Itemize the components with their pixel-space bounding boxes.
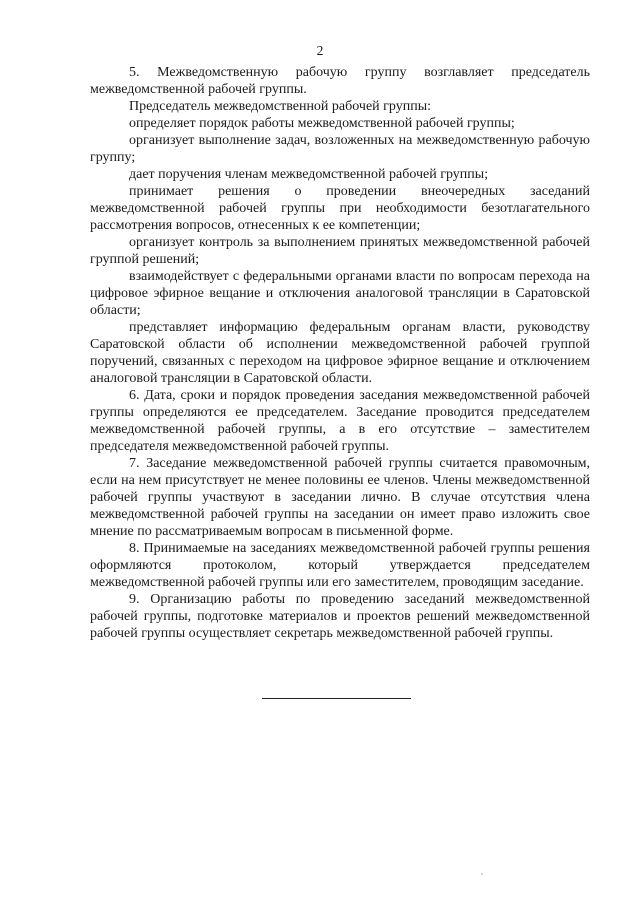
chairman-duty: принимает решения о проведении внеочередных заседаний межведомственной рабочей группы при необходимости безотлагательного рассмотрения вопросов, отнесенных к ее компетенции; <box>90 184 590 233</box>
paragraph-item-6: 6. Дата, сроки и порядок проведения заседания межведомственной рабочей группы определяются ее председателем. Заседание проводится председателем межведомственной рабочей группы, а в его отсутствие – заместителем председателя межведомственной рабочей группы. <box>90 388 590 454</box>
paragraph-item-8: 8. Принимаемые на заседаниях межведомственной рабочей группы решения оформляются протоколом, который утверждается председателем межведомственной рабочей группы или его заместителем, проводящим заседание. <box>90 541 590 590</box>
paragraph-item-5: 5. Межведомственную рабочую группу возглавляет председатель межведомственной рабочей группы. <box>90 65 590 97</box>
page-number: 2 <box>316 43 324 58</box>
paragraph-item-9: 9. Организацию работы по проведению заседаний межведомственной рабочей группы, подготовке материалов и проектов решений межведомственной рабочей группы осуществляет секретарь межведомственной рабочей группы. <box>90 592 590 641</box>
end-of-document-line <box>262 698 411 699</box>
paragraph-item-7: 7. Заседание межведомственной рабочей группы считается правомочным, если на нем присутствует не менее половины ее членов. Члены межведомственной рабочей группы участвуют в заседании лично. В случае отсутствия члена межведомственной рабочей группы на заседании он имеет право изложить свое мнение по рассматриваемым вопросам в письменной форме. <box>90 456 590 539</box>
chairman-duties-intro: Председатель межведомственной рабочей группы: <box>129 99 431 114</box>
chairman-duty: организует выполнение задач, возложенных на межведомственную рабочую группу; <box>90 133 590 165</box>
chairman-duty: организует контроль за выполнением принятых межведомственной рабочей группой решений; <box>90 235 590 267</box>
scan-artifact <box>481 873 483 875</box>
chairman-duty: дает поручения членам межведомственной рабочей группы; <box>129 167 489 182</box>
document-body <box>90 64 590 642</box>
chairman-duty: взаимодействует с федеральными органами власти по вопросам перехода на цифровое эфирное вещание и отключения аналоговой трансляции в Саратовской области; <box>90 269 590 318</box>
chairman-duty: определяет порядок работы межведомственной рабочей группы; <box>129 116 515 131</box>
chairman-duty: представляет информацию федеральным органам власти, руководству Саратовской области об исполнении межведомственной рабочей группой поручений, связанных с переходом на цифровое эфирное вещание и отключением аналоговой трансляции в Саратовской области. <box>90 320 590 386</box>
